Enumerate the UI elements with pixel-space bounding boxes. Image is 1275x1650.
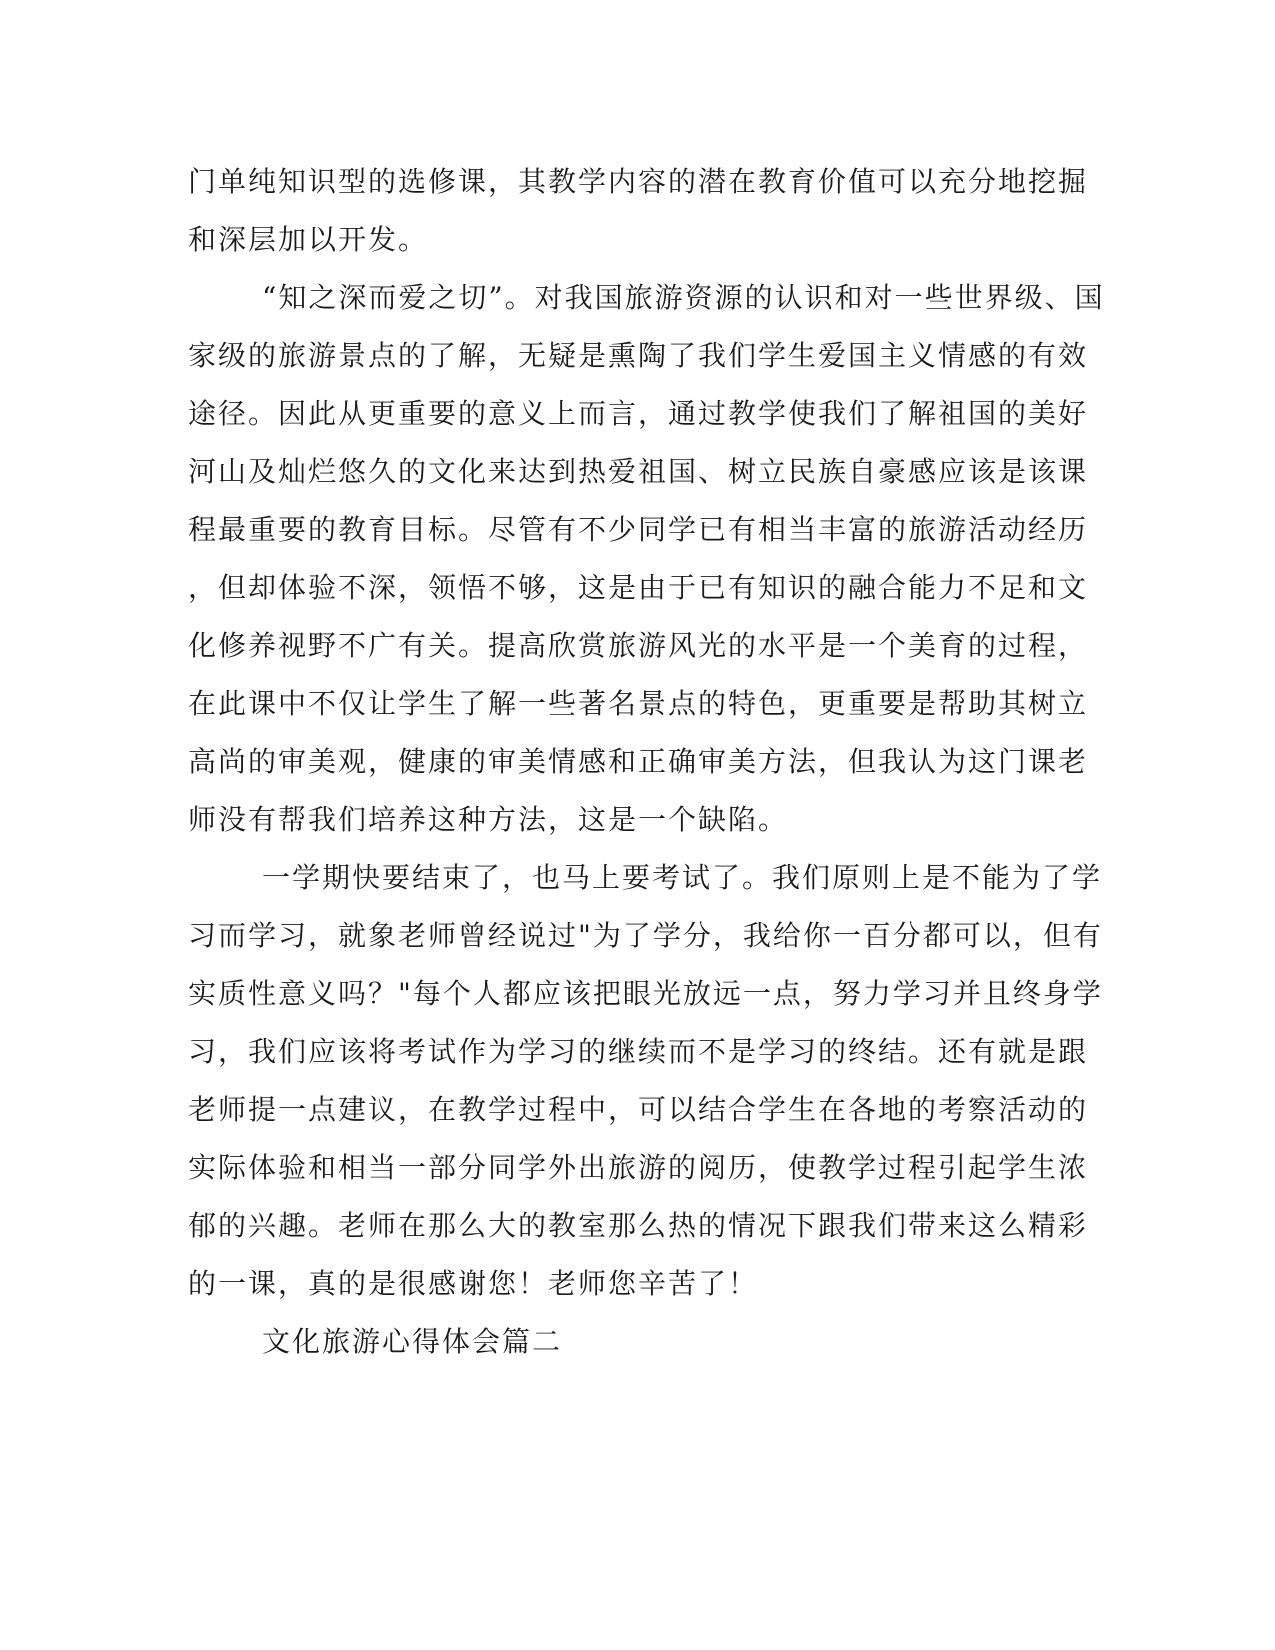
text-line: 实际体验和相当一部分同学外出旅游的阅历，使教学过程引起学生浓 — [188, 1151, 1089, 1184]
text-line: 门单纯知识型的选修课，其教学内容的潜在教育价值可以充分地挖掘 — [188, 165, 1089, 198]
text-line: 家级的旅游景点的了解，无疑是熏陶了我们学生爱国主义情感的有效 — [188, 339, 1089, 372]
paragraph-start-line: “知之深而爱之切”。对我国旅游资源的认识和对一些世界级、国 — [262, 281, 1105, 314]
text-line: 习而学习，就象老师曾经说过"为了学分，我给你一百分都可以，但有 — [188, 919, 1103, 952]
text-line: 老师提一点建议，在教学过程中，可以结合学生在各地的考察活动的 — [188, 1093, 1089, 1126]
text-line: 高尚的审美观，健康的审美情感和正确审美方法，但我认为这门课老 — [188, 745, 1089, 778]
text-line: 程最重要的教育目标。尽管有不少同学已有相当丰富的旅游活动经历 — [188, 513, 1089, 546]
text-line: 郁的兴趣。老师在那么大的教室那么热的情况下跟我们带来这么精彩 — [188, 1209, 1089, 1242]
text-line: 的一课，真的是很感谢您！老师您辛苦了！ — [188, 1267, 759, 1300]
text-line: 化修养视野不广有关。提高欣赏旅游风光的水平是一个美育的过程， — [188, 629, 1089, 662]
text-line: ，但却体验不深，领悟不够，这是由于已有知识的融合能力不足和文 — [188, 571, 1089, 604]
text-line: 习，我们应该将考试作为学习的继续而不是学习的终结。还有就是跟 — [188, 1035, 1089, 1068]
text-line: 实质性意义吗？"每个人都应该把眼光放远一点，努力学习并且终身学 — [188, 977, 1103, 1010]
text-line: 师没有帮我们培养这种方法，这是一个缺陷。 — [188, 803, 789, 836]
text-line: 和深层加以开发。 — [188, 223, 429, 256]
section-heading: 文化旅游心得体会篇二 — [262, 1325, 563, 1358]
text-line: 在此课中不仅让学生了解一些著名景点的特色，更重要是帮助其树立 — [188, 687, 1089, 720]
paragraph-start-line: 一学期快要结束了，也马上要考试了。我们原则上是不能为了学 — [262, 861, 1103, 894]
text-line: 途径。因此从更重要的意义上而言，通过教学使我们了解祖国的美好 — [188, 397, 1089, 430]
text-line: 河山及灿烂悠久的文化来达到热爱祖国、树立民族自豪感应该是该课 — [188, 455, 1089, 488]
